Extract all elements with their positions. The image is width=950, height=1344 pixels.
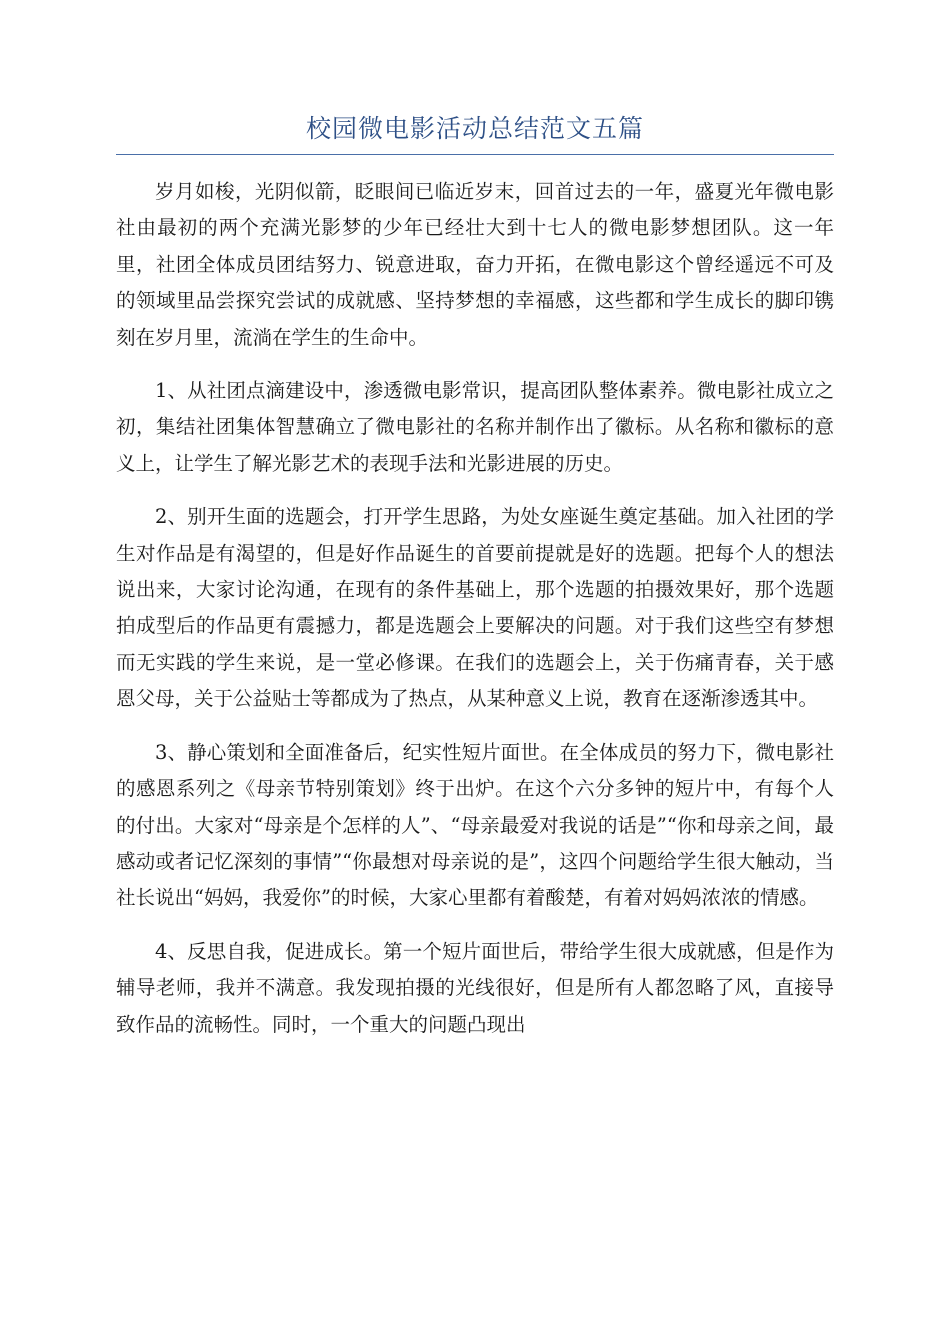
paragraph-intro: 岁月如梭，光阴似箭，眨眼间已临近岁末，回首过去的一年，盛夏光年微电影社由最初的两个充满光影梦的少年已经壮大到十七人的微电影梦想团队。这一年里，社团全体成员团结努力、锐意进取，奋力开拓，在微电影这个曾经遥远不可及的领域里品尝探究尝试的成就感、坚持梦想的幸福感，这些都和学生成长的脚印镌刻在岁月里，流淌在学生的生命中。 <box>116 180 834 349</box>
document-title: 校园微电影活动总结范文五篇 <box>305 114 644 143</box>
document-body <box>116 174 834 1060</box>
title-underline <box>116 154 834 155</box>
paragraph-3: 3、静心策划和全面准备后，纪实性短片面世。在全体成员的努力下，微电影社的感恩系列之《母亲节特别策划》终于出炉。在这个六分多钟的短片中，有每个人的付出。大家对“母亲是个怎样的人”、“母亲最爱对我说的话是”“你和母亲之间，最感动或者记忆深刻的事情”“你最想对母亲说的是”，这四个问题给学生很大触动，当社长说出“妈妈，我爱你”的时候，大家心里都有着酸楚，有着对妈妈浓浓的情感。 <box>116 740 834 910</box>
paragraph-4: 4、反思自我，促进成长。第一个短片面世后，带给学生很大成就感，但是作为辅导老师，我并不满意。我发现拍摄的光线很好，但是所有人都忽略了风，直接导致作品的流畅性。同时，一个重大的问题凸现出 <box>116 939 834 1036</box>
paragraph-1: 1、从社团点滴建设中，渗透微电影常识，提高团队整体素养。微电影社成立之初，集结社团集体智慧确立了微电影社的名称并制作出了徽标。从名称和徽标的意义上，让学生了解光影艺术的表现手法和光影进展的历史。 <box>116 379 834 475</box>
paragraph-2: 2、别开生面的选题会，打开学生思路，为处女座诞生奠定基础。加入社团的学生对作品是有渴望的，但是好作品诞生的首要前提就是好的选题。把每个人的想法说出来，大家讨论沟通，在现有的条件基础上，那个选题的拍摄效果好，那个选题拍成型后的作品更有震撼力，都是选题会上要解决的问题。对于我们这些空有梦想而无实践的学生来说，是一堂必修课。在我们的选题会上，关于伤痛青春，关于感恩父母，关于公益贴士等都成为了热点，从某种意义上说，教育在逐渐渗透其中。 <box>116 505 834 711</box>
